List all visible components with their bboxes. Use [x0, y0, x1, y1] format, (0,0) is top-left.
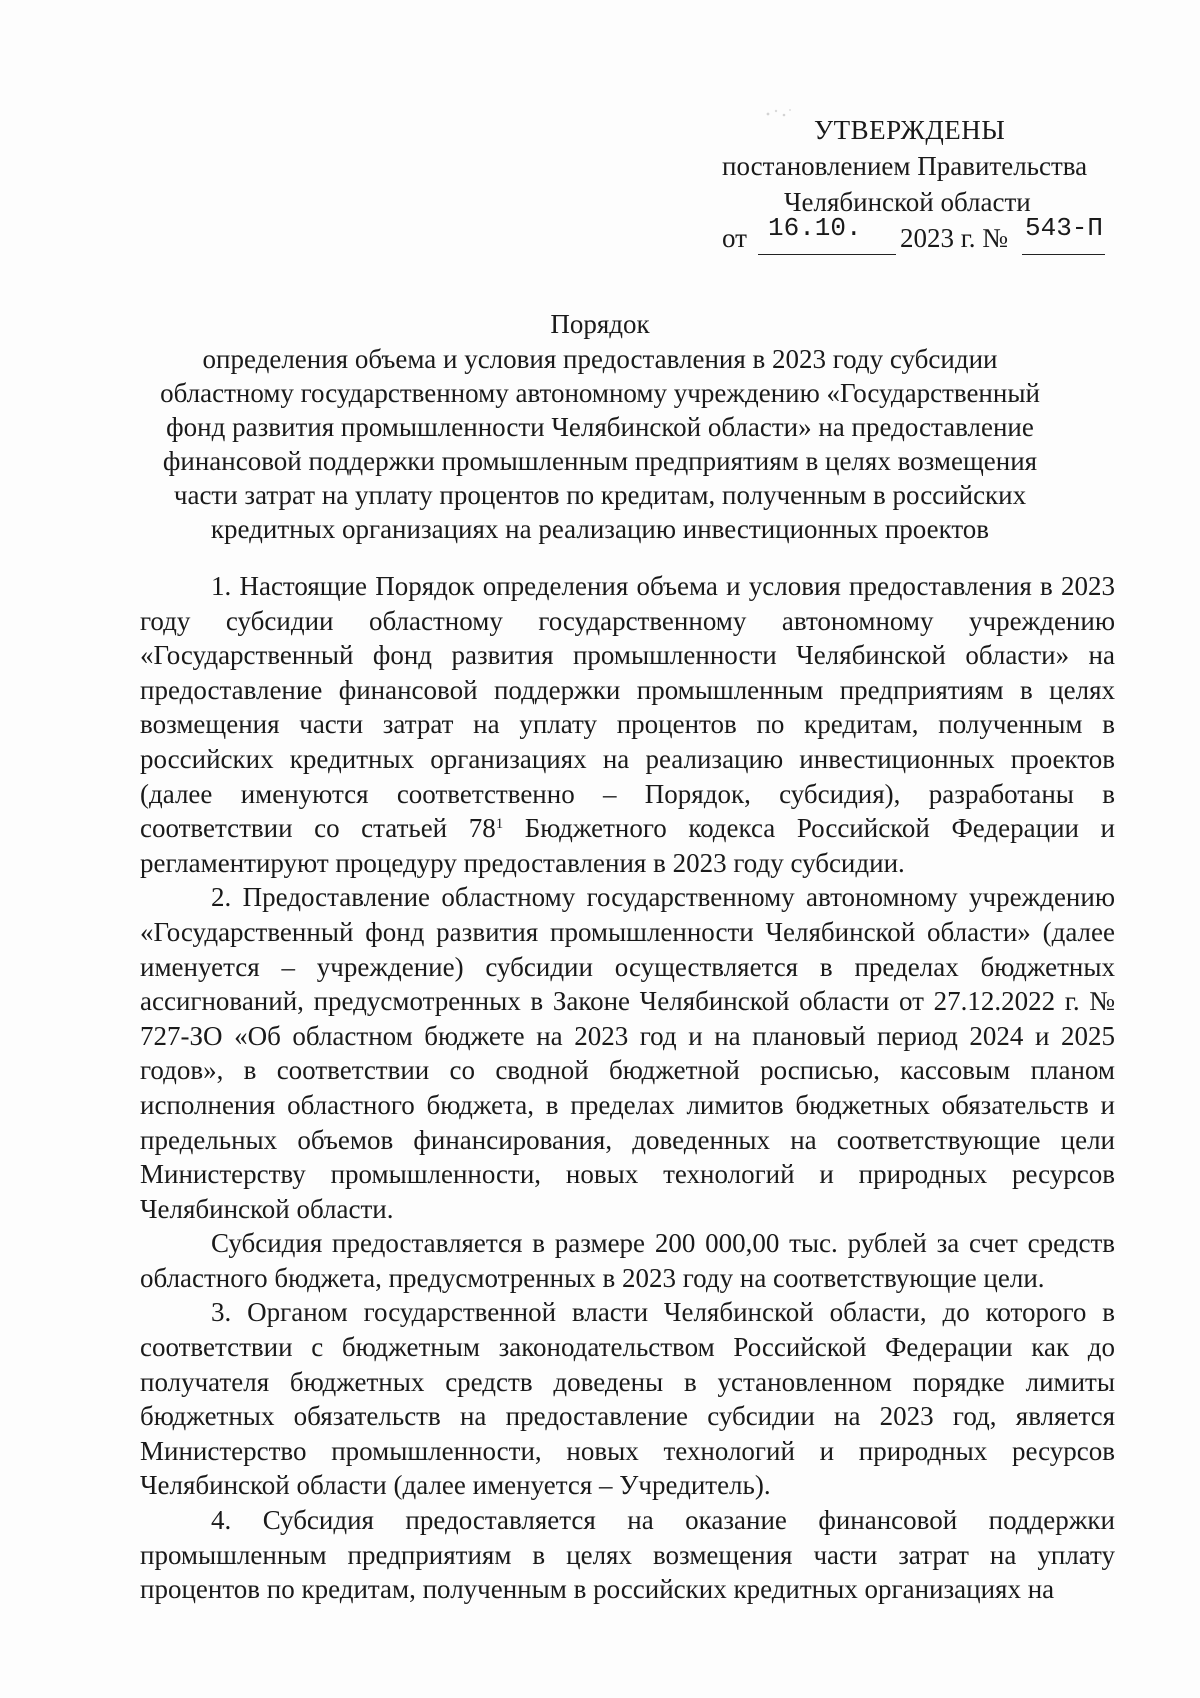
year-number-label: 2023 г. № [900, 223, 1009, 253]
paragraph-3: 3. Органом государственной власти Челябинской области, до которого в соответствии с бюджетным законодательством Российской Федерации как до получателя бюджетных средств доведены в установленном порядке лимиты бюджетных обязательств на предоставление субсидии на 2023 год, является Министерство промышленности, новых технологий и природных ресурсов Челябинской области (далее именуется – Учредитель). [140, 1297, 1115, 1501]
document-number: 543-П [1025, 213, 1104, 243]
approval-title: УТВЕРЖДЕНЫ [814, 115, 1006, 145]
approval-date-line [722, 213, 1122, 260]
document-title: Порядок [550, 309, 650, 339]
paragraph-2-amount: Субсидия предоставляется в размере 200 000,00 тыс. рублей за счет средств областного бюджета, предусмотренных в 2023 году на соответствующие цели. [140, 1228, 1115, 1293]
article-superscript: 1 [495, 816, 504, 833]
date-prefix: от [722, 223, 747, 253]
paragraph-1 [140, 569, 1115, 880]
paragraph-1-text: 1. Настоящие Порядок определения объема и условия предоставления в 2023 году субсидии областному государственному автономному учреждению «Государственный фонд развития промышленности Челябинской области» на предоставление финансовой поддержки промышленным предприятиям в целях возмещения части затрат на уплату процентов по кредитам, полученным в российских кредитных организациях на реализацию инвестиционных проектов (далее именуются соответственно – Порядок, субсидия), разработаны в соответствии со статьей 78 [140, 571, 1115, 844]
document-subtitle: определения объема и условия предоставления в 2023 году субсидии областному государственному автономному учреждению «Государственный фонд развития промышленности Челябинской области» на предоставление финансовой поддержки промышленным предприятиям в целях возмещения части затрат на уплату процентов по кредитам, полученным в российских кредитных организациях на реализацию инвестиционных проектов [160, 344, 1040, 544]
approval-authority: постановлением Правительства [722, 151, 1088, 181]
paragraph-2: 2. Предоставление областному государственному автономному учреждению «Государственный фонд развития промышленности Челябинской области» (далее именуется – учреждение) субсидии осуществляется в пределах бюджетных ассигнований, предусмотренных в Законе Челябинской области от 27.12.2022 г. № 727-ЗО «Об областном бюджете на 2023 год и на плановый период 2024 и 2025 годов», в соответствии со сводной бюджетной росписью, кассовым планом исполнения областного бюджета, в пределах лимитов бюджетных обязательств и предельных объемов финансирования, доведенных на соответствующие цели Министерству промышленности, новых технологий и природных ресурсов Челябинской области. [140, 882, 1115, 1224]
paragraph-4: 4. Субсидия предоставляется на оказание финансовой поддержки промышленным предприятиям в целях возмещения части затрат на уплату процентов по кредитам, полученным в российских кредитных организациях на [140, 1505, 1115, 1605]
number-field [1022, 213, 1105, 255]
approval-block [722, 112, 1122, 260]
document-body [140, 569, 1115, 1607]
paragraph-1-text-end: Бюджетного кодекса Российской Федерации и регламентируют процедуру предоставления в 2023 году субсидии. [140, 813, 1115, 878]
date-field [758, 213, 896, 255]
date-value: 16.10. [768, 213, 862, 243]
approval-region: Челябинской области [784, 187, 1031, 217]
